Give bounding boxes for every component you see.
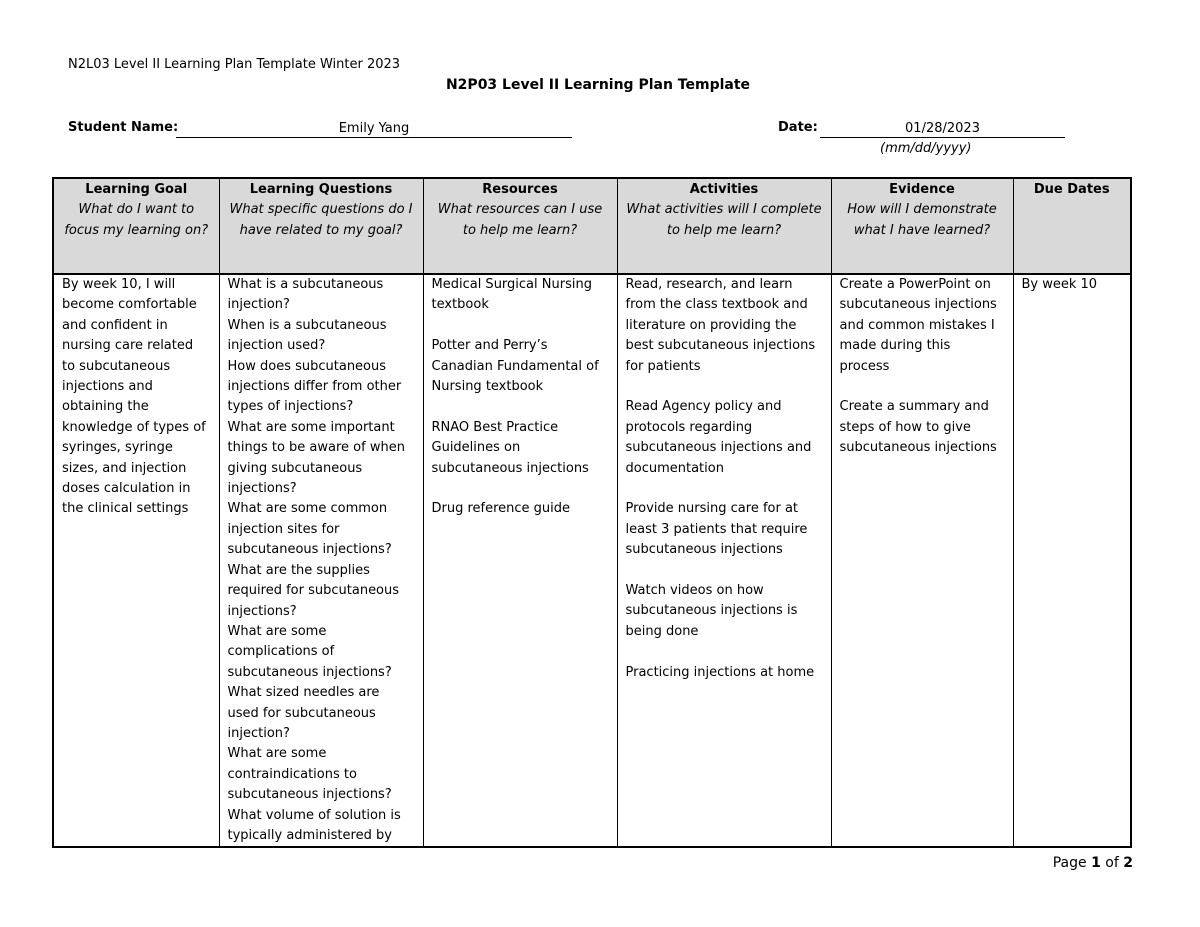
activity-line: documentation [625,460,724,476]
learning-goal-line: syringes, syringe [62,440,173,456]
activity-line: subcutaneous injections is [625,603,798,619]
document-header-line: N2L03 Level II Learning Plan Template Winter 2023 [68,57,401,72]
activity-line: least 3 patients that require [625,521,808,537]
learning-goal-line: nursing care related [62,338,194,354]
activity-line: best subcutaneous injections [625,338,816,354]
activity-line: from the class textbook and [625,297,808,313]
question-line: contraindications to [227,766,357,782]
learning-plan-table [52,177,1132,848]
question-line: things to be aware of when [227,440,405,456]
activity-line: literature on providing the [625,317,797,333]
paragraph-gap [626,642,823,662]
question-line: What are some [227,623,327,639]
learning-questions-cell [219,274,423,847]
paragraph-gap [626,479,823,499]
evidence-line: subcutaneous injections [839,297,997,313]
resources-cell [423,274,617,847]
resource-line: Nursing textbook [431,379,544,395]
question-line: used for subcutaneous [227,705,376,721]
date-label: Date: [778,120,818,135]
resource-line: Canadian Fundamental of [431,358,599,374]
question-line: subcutaneous injections? [227,542,392,558]
activity-line: Read Agency policy and [625,399,782,415]
learning-goal-cell [53,274,219,847]
question-line: What are some common [227,501,388,517]
learning-goal-line: to subcutaneous [62,358,171,374]
column-header-evidence [831,178,1013,274]
evidence-cell [831,274,1013,847]
evidence-line: Create a summary and [839,399,989,415]
learning-goal-line: obtaining the [62,399,149,415]
evidence-line: process [839,358,890,374]
column-subtitle: What do I want to focus my learning on? [64,202,209,238]
learning-goal-line: sizes, and injection [62,460,187,476]
question-line: injection? [227,297,290,313]
activity-line: being done [625,623,699,639]
paragraph-gap [432,479,609,499]
page-number [1053,855,1133,871]
question-line: injections? [227,481,297,497]
column-title: Resources [482,182,558,197]
learning-goal-line: knowledge of types of [62,419,206,435]
student-name-field: Emily Yang [176,120,572,138]
activity-line: for patients [625,358,701,374]
question-line: subcutaneous injections? [227,787,392,803]
learning-goal-line: become comfortable [62,297,197,313]
paragraph-gap [626,561,823,581]
question-line: What are some important [227,419,395,435]
paragraph-gap [626,377,823,397]
question-line: injection? [227,725,290,741]
evidence-line: steps of how to give [839,419,971,435]
activity-line: subcutaneous injections and [625,440,812,456]
column-subtitle: What resources can I use to help me learn? [437,202,603,238]
column-header-activities [617,178,831,274]
learning-goal-line: By week 10, I will [62,277,176,292]
column-title: Activities [689,182,759,197]
activity-line: Practicing injections at home [625,664,815,680]
of-word: of [1105,855,1119,871]
question-line: What sized needles are [227,685,380,701]
learning-goal-line: doses calculation in [62,481,191,497]
due-date-cell [1013,274,1131,847]
activity-line: subcutaneous injections [625,542,783,558]
question-line: injections? [227,603,297,619]
column-title: Learning Goal [85,182,188,197]
question-line: complications of [227,644,335,660]
column-title: Evidence [889,182,955,197]
resource-line: textbook [431,297,489,313]
evidence-line: made during this [839,338,951,354]
paragraph-gap [432,316,609,336]
question-line: injections differ from other [227,379,402,395]
column-subtitle: What specific questions do I have related to my goal? [229,202,413,238]
table-row [53,274,1131,847]
paragraph-gap [840,377,1005,397]
evidence-line: Create a PowerPoint on [839,277,991,292]
date-format-hint: (mm/dd/yyyy) [880,141,972,156]
question-line: How does subcutaneous [227,358,387,374]
activities-cell [617,274,831,847]
resource-line: Guidelines on [431,440,521,456]
activity-line: Provide nursing care for at [625,501,799,517]
column-title: Learning Questions [249,182,393,197]
column-title: Due Dates [1033,182,1110,197]
question-line: subcutaneous injections? [227,664,392,680]
column-header-resources [423,178,617,274]
question-line: required for subcutaneous [227,583,400,599]
column-header-learning-questions [219,178,423,274]
question-line: When is a subcutaneous [227,317,387,333]
resource-line: subcutaneous injections [431,460,589,476]
evidence-line: subcutaneous injections [839,440,997,456]
column-header-due-dates [1013,178,1131,274]
resource-line: Medical Surgical Nursing [431,277,592,292]
activity-line: Read, research, and learn [625,277,793,292]
page-word: Page [1052,855,1087,871]
student-name-label: Student Name: [68,120,179,135]
evidence-line: and common mistakes I [839,317,995,333]
question-line: What are some [227,746,327,762]
question-line: injection used? [227,338,326,354]
resource-line: RNAO Best Practice [431,419,559,435]
question-line: giving subcutaneous [227,460,363,476]
question-line: What are the supplies [227,562,370,578]
activity-line: Watch videos on how [625,583,764,599]
learning-goal-line: injections and [62,379,153,395]
date-field: 01/28/2023 [820,120,1065,138]
column-header-learning-goal [53,178,219,274]
due-date-value: By week 10 [1021,277,1098,292]
paragraph-gap [432,397,609,417]
resource-line: Drug reference guide [431,501,571,517]
table-header-row [53,178,1131,274]
question-line: typically administered by [227,827,392,843]
learning-goal-line: the clinical settings [62,501,189,517]
question-line: types of injections? [227,399,354,415]
document-title: N2P03 Level II Learning Plan Template [445,77,751,93]
page-current: 1 [1091,855,1101,871]
page-total: 2 [1123,855,1133,871]
question-line: What volume of solution is [227,807,401,823]
learning-goal-line: and confident in [62,317,168,333]
resource-line: Potter and Perry’s [431,338,548,354]
question-line: injection sites for [227,521,340,537]
column-subtitle: What activities will I complete to help me learn? [626,202,822,238]
question-line: What is a subcutaneous [227,277,384,292]
activity-line: protocols regarding [625,419,753,435]
column-subtitle: How will I demonstrate what I have learned? [847,202,997,238]
